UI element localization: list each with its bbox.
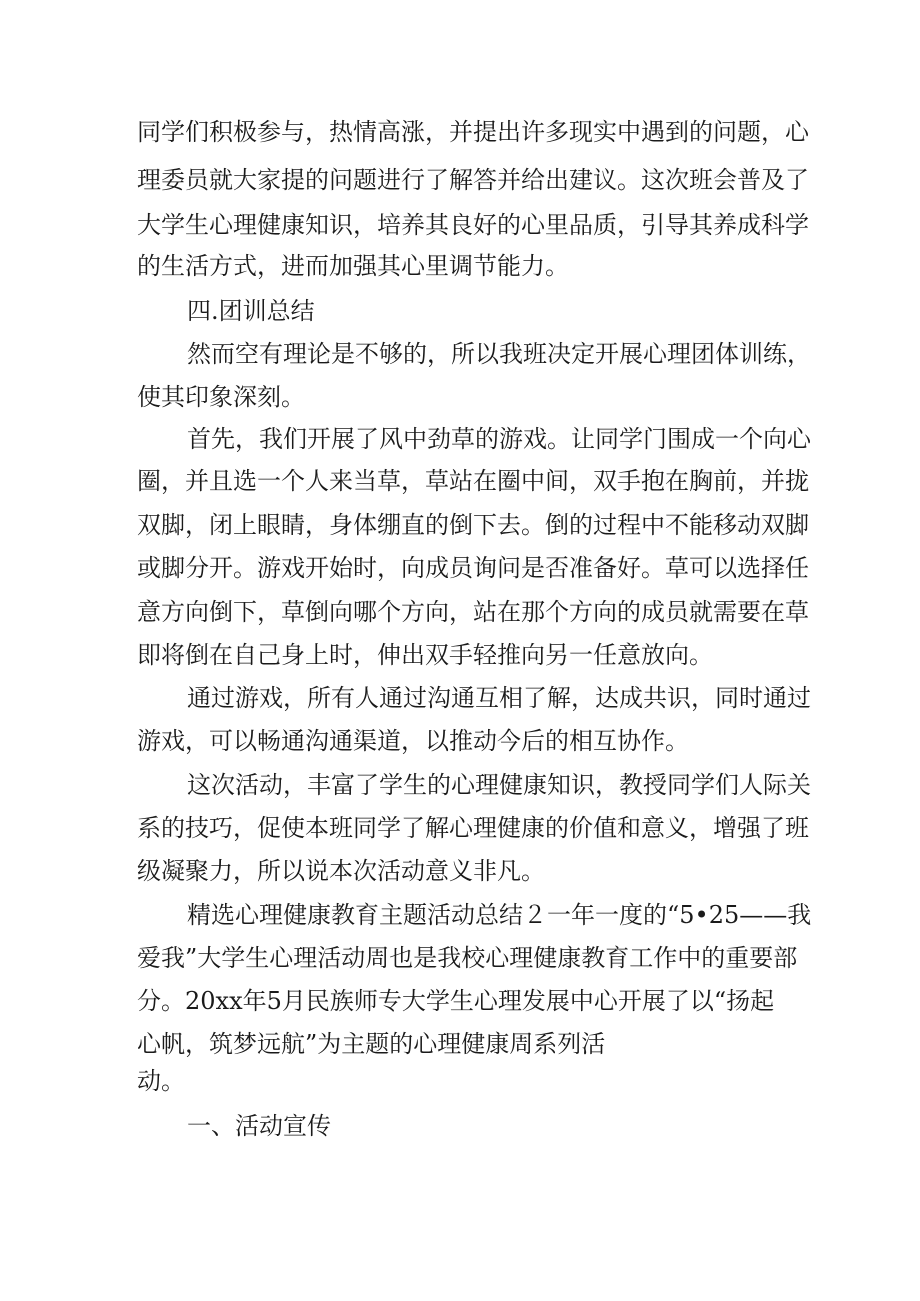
text-line: 双脚，闭上眼睛，身体绷直的倒下去。倒的过程中不能移动双脚 (137, 511, 809, 539)
text-line: 系的技巧，促使本班同学了解心理健康的价值和意义，增强了班 (137, 814, 809, 842)
text-line: 或脚分开。游戏开始时，向成员询问是否准备好。草可以选择任 (137, 554, 809, 582)
text-line: 使其印象深刻。 (137, 383, 305, 411)
text-line: 意方向倒下，草倒向哪个方向，站在那个方向的成员就需要在草 (137, 598, 809, 626)
text-line: 理委员就大家提的问题进行了解答并给出建议。这次班会普及了 (137, 166, 809, 194)
section-heading: 四.团训总结 (187, 297, 315, 325)
text-line: 同学们积极参与，热情高涨，并提出许多现实中遇到的问题，心 (137, 118, 809, 146)
text-line: 然而空有理论是不够的，所以我班决定开展心理团体训练， (187, 340, 811, 368)
text-line: 游戏，可以畅通沟通渠道，以推动今后的相互协作。 (137, 727, 689, 755)
text-line: 心帆，筑梦远航”为主题的心理健康周系列活 (137, 1030, 606, 1058)
text-line: 即将倒在自己身上时，伸出双手轻推向另一任意放向。 (137, 641, 713, 669)
text-line: 的生活方式，进而加强其心里调节能力。 (137, 252, 569, 280)
text-line: 动。 (137, 1067, 185, 1095)
text-line: 级凝聚力，所以说本次活动意义非凡。 (137, 857, 545, 885)
text-line: 分。20xx年5月民族师专大学生心理发展中心开展了以“扬起 (137, 987, 775, 1015)
section-heading: 一、活动宣传 (187, 1112, 331, 1140)
text-line: 这次活动，丰富了学生的心理健康知识，教授同学们人际关 (187, 771, 811, 799)
text-line: 精选心理健康教育主题活动总结２一年一度的“5•25——我 (187, 901, 812, 929)
text-line: 爱我”大学生心理活动周也是我校心理健康教育工作中的重要部 (137, 944, 798, 972)
text-line: 通过游戏，所有人通过沟通互相了解，达成共识，同时通过 (187, 684, 811, 712)
text-line: 大学生心理健康知识，培养其良好的心里品质，引导其养成科学 (137, 211, 809, 239)
text-line: 首先，我们开展了风中劲草的游戏。让同学门围成一个向心 (187, 425, 811, 453)
text-line: 圈，并且选一个人来当草，草站在圈中间，双手抱在胸前，并拢 (137, 467, 809, 495)
